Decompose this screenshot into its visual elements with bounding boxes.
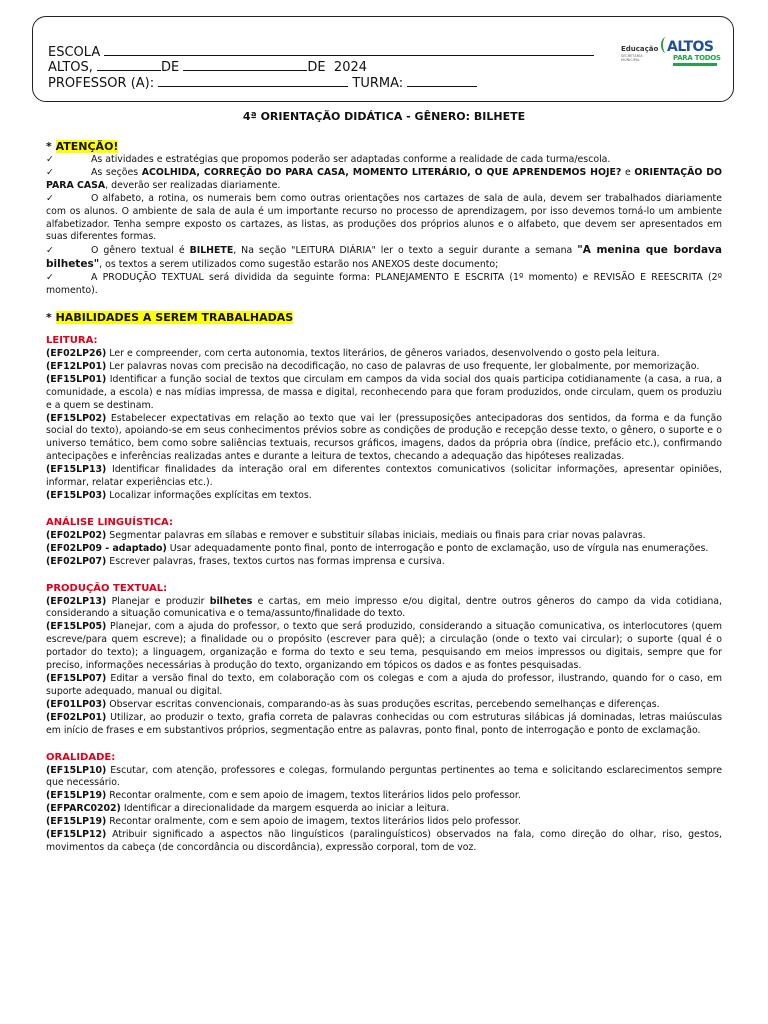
skill-code: (EF15LP05) [46,621,107,633]
skill-text: Usar adequadamente ponto final, ponto de interrogação e ponto de exclamação, uso de vírgula nas enumerações. [166,542,709,554]
attention-item [46,193,722,245]
skill-item [46,361,722,374]
skill-text: Observar escritas convencionais, comparando-as às suas produções escritas, percebendo semelhanças e diferenças. [106,698,660,710]
attention-text: A PRODUÇÃO TEXTUAL será dividida da seguinte forma: PLANEJAMENTO E ESCRITA (1º momento) e REVISÃO E REESCRITA (2º momento). [46,272,722,297]
skill-text: Identificar finalidades da interação oral em diferentes contextos comunicativos (solicitar informações, apresentar opiniões, informar, relatar experiências etc.). [46,464,722,489]
professor-field[interactable] [158,74,348,87]
skill-code: (EF15LP19) [46,816,107,828]
professor-line [48,74,477,92]
skill-code: (EF02LP26) [46,347,107,359]
skill-text: e cartas, em meio impresso e/ou digital, dentre outros gêneros do campo da vida cotidiana, considerando a situação comunicativa e o tema/assunto/finalidade do texto. [46,595,722,620]
attention-text: O alfabeto, a rotina, os numerais bem como outras orientações nos cartazes de sala de aula, devem ser trabalhados diariamente com os alunos. O ambiente de sala de aula é um importante recurso no processo de aprendizagem, por isso devemos torná-lo um ambiente alfabetizador. Tenha sempre exposto os cartazes, as listas, as produções dos próprios alunos e o alfabeto, que devem ser apresentados em suas diferentes formas. [46,192,722,243]
attention-heading: * ATENÇÃO! [46,140,119,153]
logo-educacao: Educação [621,45,659,53]
attention-text: O gênero textual é [91,245,190,257]
attention-text: ACOLHIDA, CORREÇÃO DO PARA CASA, MOMENTO LITERÁRIO, O QUE APRENDEMOS HOJE? [141,166,622,178]
skill-item [46,556,722,569]
attention-text: e [621,166,635,178]
skill-text: Segmentar palavras em sílabas e remover e substituir sílabas iniciais, mediais ou finais para criar novas palavras. [106,529,646,541]
skills-highlight: HABILIDADES A SEREM TRABALHADAS [55,310,294,324]
skill-code: (EF15LP13) [46,464,107,476]
altos-label: ALTOS, [48,60,93,75]
skill-text: Recontar oralmente, com e sem apoio de imagem, textos literários lidos pelo professor. [106,790,521,802]
skill-item [46,712,722,738]
skill-code: (EF15LP02) [46,412,107,424]
skill-text: Editar a versão final do texto, em colaboração com os colegas e com a ajuda do professor, ilustrando, quando for o caso, em suporte adequado, manual ou digital. [46,673,722,697]
check-icon: ✓ [46,166,54,178]
check-icon: ✓ [46,245,54,257]
check-icon: ✓ [46,192,54,204]
professor-label: PROFESSOR (A): [48,76,155,91]
skill-item [46,765,722,791]
section-gap [46,503,722,516]
check-icon: ✓ [46,272,54,284]
de-label-2: DE [307,60,326,75]
skill-section-title: ANÁLISE LINGUÍSTICA: [46,516,173,528]
logo-altos: ALTOS [667,39,714,55]
attention-text: BILHETE [189,245,234,257]
page-title: 4ª ORIENTAÇÃO DIDÁTICA - GÊNERO: BILHETE [242,110,526,123]
logo-para-todos: PARA TODOS [673,54,721,62]
attention-text: , deverão ser realizadas diariamente. [105,179,281,191]
skill-code: (EF02LP01) [46,711,107,723]
skill-text: Recontar oralmente, com e sem apoio de imagem, textos literários lidos pelo professor. [106,816,521,828]
attention-text: As seções [91,166,142,178]
attention-text: ORIENTAÇÃO DO PARA CASA [46,166,722,191]
logo-bar [673,63,717,66]
attention-text: , os textos a serem utilizados como sugestão estarão nos ANEXOS deste documento; [99,259,499,271]
turma-label: TURMA: [352,76,404,91]
attention-item [46,154,722,167]
skill-item [46,374,722,413]
skill-item [46,596,722,622]
skill-code: (EF15LP03) [46,489,107,501]
skills-heading: * HABILIDADES A SEREM TRABALHADAS [46,310,294,324]
skill-code: (EF15LP01) [46,373,107,385]
skill-text: Estabelecer expectativas em relação ao texto que vai ler (pressuposições antecipadoras dos sentidos, da forma e da função social do texto), apoiando-se em seus conhecimentos prévios sobre as condições de produção e recepção desse texto, o gênero, o suporte e o universo temático, bem como sobre saliências textuais, recursos gráficos, imagens, dados da própria obra (índice, prefácio etc.), confirmando antecipações e inferências realizadas antes e durante a leitura de textos, checando a adequação das hipóteses realizadas. [46,412,722,463]
section-gap [46,569,722,582]
skill-item [46,530,722,543]
altos-para-todos-logo [621,37,721,69]
logo-educacao-sub: SECRETARIA MUNICIPAL [621,54,643,62]
check-icon: ✓ [46,154,54,165]
attention-item [46,272,722,298]
skill-text: Utilizar, ao produzir o texto, grafia correta de palavras conhecidas ou com estruturas silábicas já dominadas, letras maiúsculas em início de frases e em substantivos próprios, segmentação entre as palavras, ponto final, ponto de interrogação e ponto de exclamação. [46,711,722,736]
skill-section-title: PRODUÇÃO TEXTUAL: [46,582,168,594]
attention-text: "A menina que bordava bilhetes" [46,244,722,271]
skill-code: (EF15LP19) [46,790,107,802]
attention-item [46,167,722,193]
attention-text: , Na seção "LEITURA DIÁRIA" ler o texto a seguir durante a semana [233,245,578,257]
de-label-1: DE [161,60,180,75]
month-field[interactable] [183,58,307,71]
skill-item [46,543,722,556]
escola-field[interactable] [104,43,594,56]
skill-code: (EF15LP12) [46,829,107,841]
skill-text: Identificar a função social de textos que circulam em campos da vida social dos quais participa cotidianamente (a casa, a rua, a comunidade, a escola) e nas mídias impressa, de massa e digital, reconhecendo para que foram produzidos, onde circulam, quem os produziu e a quem se destinam. [46,373,722,411]
skills-sections [46,334,722,855]
skill-code: (EF02LP13) [46,595,107,607]
skill-item [46,413,722,465]
skill-code: (EF15LP10) [46,764,107,776]
skill-item [46,621,722,673]
skill-section-title: LEITURA: [46,334,98,346]
header-box [32,16,734,102]
attention-item [46,244,722,272]
attention-highlight: ATENÇÃO! [55,140,119,153]
skill-item [46,464,722,490]
skill-code: (EF02LP07) [46,555,107,567]
skill-item [46,490,722,503]
skill-code: (EF15LP07) [46,673,107,684]
day-field[interactable] [97,58,161,71]
skill-text: Ler e compreender, com certa autonomia, textos literários, de gêneros variados, desenvolvendo o gosto pela leitura. [106,347,660,359]
skill-item [46,803,722,816]
section-gap [46,738,722,751]
skill-code: (EF02LP09 - adaptado) [46,542,167,554]
skill-text: Atribuir significado a aspectos não linguísticos (paralinguísticos) observados na fala, como direção do olhar, riso, gestos, movimentos da cabeça (de concordância ou discordância), expressão corporal, tom de voz. [46,829,722,853]
skill-item [46,699,722,712]
skill-code: (EFPARC0202) [46,803,121,815]
skill-text: Planejar e produzir [106,595,210,607]
skill-item [46,673,722,699]
skill-text-bold: bilhetes [209,595,253,607]
skill-section-title: ORALIDADE: [46,751,116,763]
turma-field[interactable] [407,74,477,87]
skill-text: Escutar, com atenção, professores e colegas, formulando perguntas pertinentes ao tema e solicitando esclarecimentos sempre que necessário. [46,764,722,789]
year-text: 2024 [333,60,368,75]
skill-text: Escrever palavras, frases, textos curtos nas formas imprensa e cursiva. [106,555,445,567]
skill-code: (EF01LP03) [46,698,107,710]
skill-code: (EF02LP02) [46,529,107,541]
skill-text: Ler palavras novas com precisão na decodificação, no caso de palavras de uso frequente, ler globalmente, por memorização. [106,360,700,372]
skill-item [46,790,722,803]
attention-text: As atividades e estratégias que propomos poderão ser adaptadas conforme a realidade de cada turma/escola. [91,154,611,165]
skill-item [46,829,722,855]
skill-text: Planejar, com a ajuda do professor, o texto que será produzido, considerando a situação comunicativa, os interlocutores (quem escreve/para quem escreve); a finalidade ou o propósito (escrever para quê); a circulação (onde o texto vai circular); o suporte (qual é o portador do texto); a linguagem, organização e forma do texto e seu tema, pesquisando em meios impressos ou digitais, sempre que for preciso, informações necessárias à produção do texto, organizando em tópicos os dados e as fontes pesquisadas. [46,621,722,672]
document-body [46,140,722,855]
escola-label: ESCOLA [48,45,101,60]
skill-item [46,816,722,829]
skill-code: (EF12LP01) [46,360,107,372]
attention-list [46,154,722,298]
skill-text: Localizar informações explícitas em textos. [106,489,312,501]
skill-item [46,348,722,361]
skill-text: Identificar a direcionalidade da margem esquerda ao iniciar a leitura. [120,803,450,815]
